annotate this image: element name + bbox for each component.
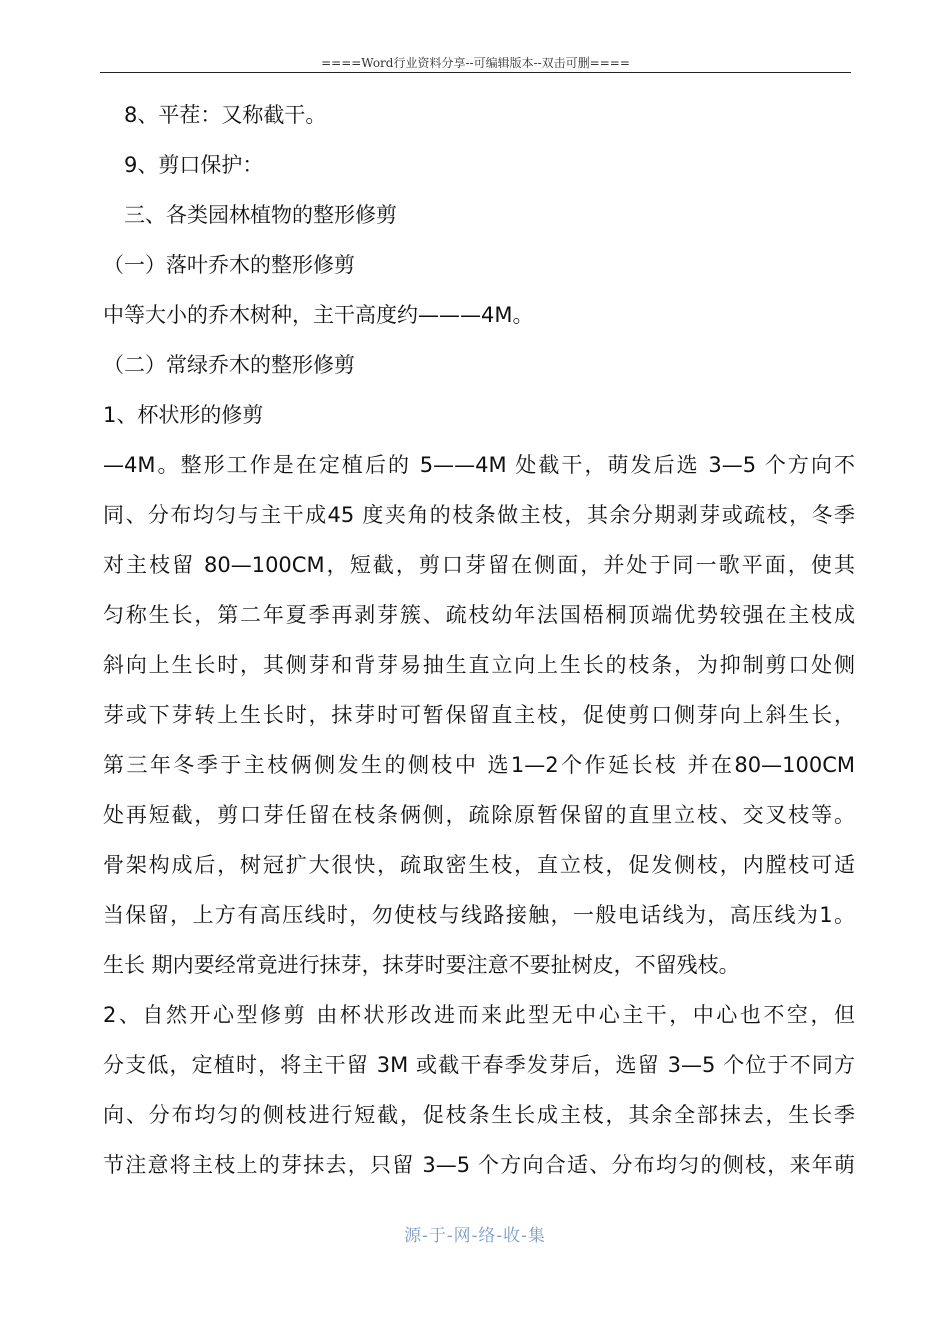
header-divider xyxy=(100,72,851,73)
item-heading-cup-shape: 1、杯状形的修剪 xyxy=(103,403,264,427)
item-heading-natural-open: 2、自然开心型修剪 由杯状形改进而来此型无中心主干，中心也不空，但 xyxy=(103,1003,855,1027)
list-item-9-cut-protection: 9、剪口保护： xyxy=(124,153,264,177)
paragraph-line: 第三年冬季于主枝俩侧发生的侧枝中 选1—2个作延长枝 并在80—100CM xyxy=(103,753,855,777)
section-heading-3: 三、各类园林植物的整形修剪 xyxy=(124,203,397,227)
paragraph-line: 向、分布均匀的侧枝进行短截，促枝条生长成主枝，其余全部抹去，生长季 xyxy=(103,1103,855,1127)
paragraph-line: 处再短截，剪口芽任留在枝条俩侧，疏除原暂保留的直里立枝、交叉枝等。 xyxy=(103,803,855,827)
paragraph-line: 节注意将主枝上的芽抹去，只留 3—5 个方向合适、分布均匀的侧枝，来年萌 xyxy=(103,1153,855,1177)
list-item-8-ping-cha: 8、平茬：又称截干。 xyxy=(124,103,327,127)
paragraph-line: 同、分布均匀与主干成45 度夹角的枝条做主枝，其余分期剥芽或疏枝，冬季 xyxy=(103,503,855,527)
paragraph-line: 分支低，定植时，将主干留 3M 或截干春季发芽后，选留 3—5 个位于不同方 xyxy=(103,1053,855,1077)
subsection-heading-2: （二）常绿乔木的整形修剪 xyxy=(103,353,355,377)
page-footer: 源-于-网-络-收-集 xyxy=(404,1226,546,1246)
paragraph-line: 中等大小的乔木树种，主干高度约———4M。 xyxy=(103,303,534,327)
paragraph-line: 生长 期内要经常竟进行抹芽，抹芽时要注意不要扯树皮，不留残枝。 xyxy=(103,953,740,977)
page-header: ====Word行业资料分享--可编辑版本--双击可删==== xyxy=(321,56,630,70)
paragraph-line: 芽或下芽转上生长时，抹芽时可暂保留直主枝，促使剪口侧芽向上斜生长， xyxy=(103,703,855,727)
paragraph-line: —4M。整形工作是在定植后的 5——4M 处截干，萌发后选 3—5 个方向不 xyxy=(103,453,855,477)
paragraph-line: 斜向上生长时，其侧芽和背芽易抽生直立向上生长的枝条，为抑制剪口处侧 xyxy=(103,653,855,677)
paragraph-line: 匀称生长，第二年夏季再剥芽簇、疏枝幼年法国梧桐顶端优势较强在主枝成 xyxy=(103,603,855,627)
subsection-heading-1: （一）落叶乔木的整形修剪 xyxy=(103,253,355,277)
paragraph-line: 对主枝留 80—100CM，短截，剪口芽留在侧面，并处于同一歌平面，使其 xyxy=(103,553,855,577)
paragraph-line: 骨架构成后，树冠扩大很快，疏取密生枝，直立枝，促发侧枝，内膛枝可适 xyxy=(103,853,855,877)
paragraph-line: 当保留，上方有高压线时，勿使枝与线路接触，一般电话线为，高压线为1。 xyxy=(103,903,855,927)
document-body xyxy=(103,90,855,1190)
